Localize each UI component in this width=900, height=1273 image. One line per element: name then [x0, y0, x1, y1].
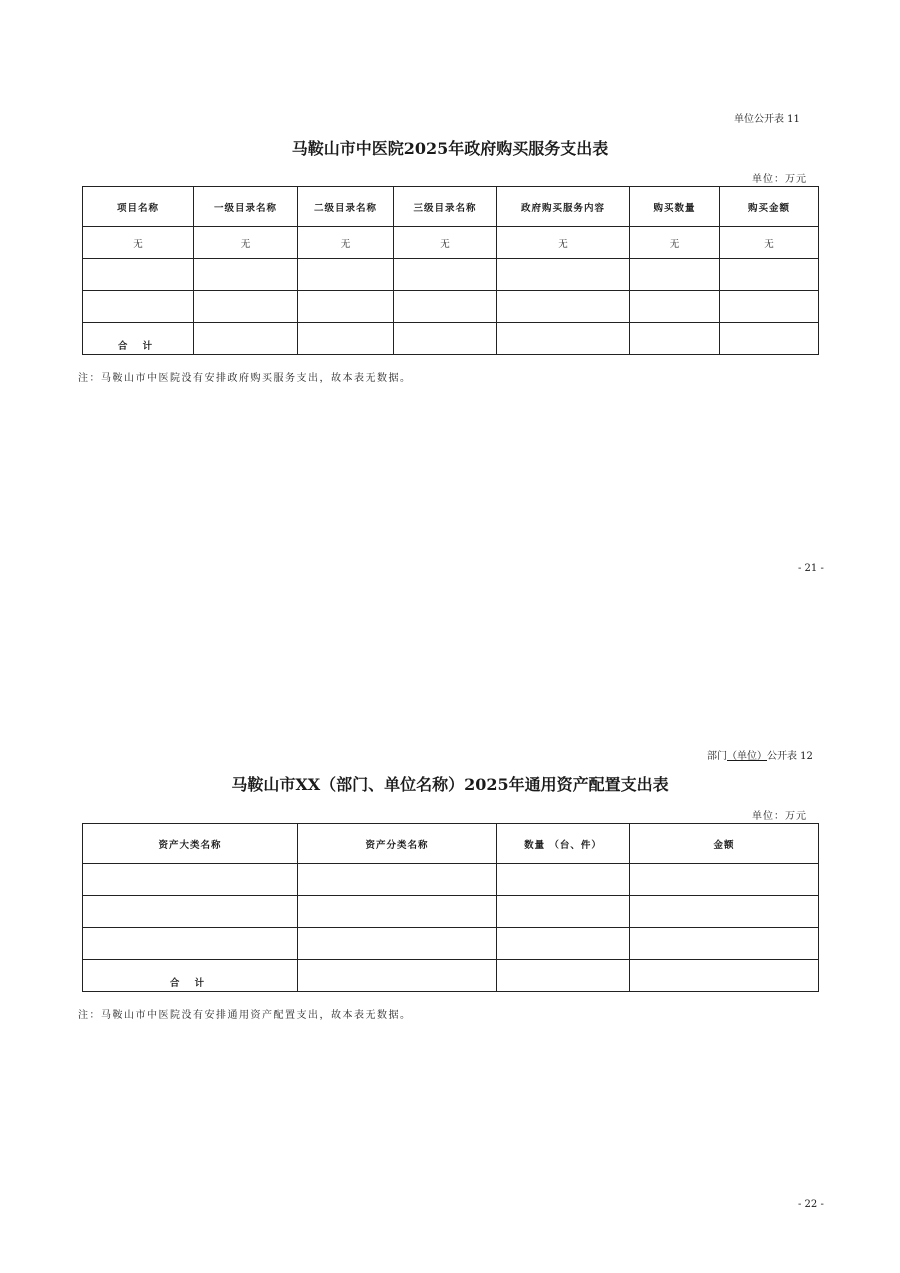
table-cell: 无: [83, 227, 194, 259]
table-cell: [720, 259, 819, 291]
table-row: [83, 259, 819, 291]
column-header: 资产分类名称: [298, 824, 497, 864]
table-cell: [630, 864, 819, 896]
total-row: [83, 960, 819, 992]
table-header-row: [83, 824, 819, 864]
total-label: 合 计: [83, 323, 194, 355]
purchase-services-table: [82, 186, 819, 355]
table-cell: [497, 960, 630, 992]
table-row: [83, 896, 819, 928]
page-number: - 22 -: [798, 1199, 824, 1210]
page-number: - 21 -: [798, 563, 824, 574]
table-cell: [298, 259, 394, 291]
table-cell: 无: [194, 227, 298, 259]
column-header: 三级目录名称: [394, 187, 497, 227]
table-cell: [83, 291, 194, 323]
column-header: 政府购买服务内容: [497, 187, 630, 227]
table-cell: [298, 896, 497, 928]
table-cell: [630, 896, 819, 928]
column-header: 资产大类名称: [83, 824, 298, 864]
table-cell: [298, 928, 497, 960]
form-tag-prefix: 部门: [707, 751, 727, 762]
column-header: 数量 （台、件）: [497, 824, 630, 864]
column-header: 购买数量: [630, 187, 720, 227]
table-cell: [298, 291, 394, 323]
table-cell: [497, 928, 630, 960]
table-cell: [720, 323, 819, 355]
table-cell: [394, 323, 497, 355]
column-header: 二级目录名称: [298, 187, 394, 227]
table-header-row: [83, 187, 819, 227]
table-note: 注：马鞍山市中医院没有安排政府购买服务支出，故本表无数据。: [78, 373, 412, 384]
column-header: 购买金额: [720, 187, 819, 227]
table-cell: [497, 864, 630, 896]
form-tag: 单位公开表 11: [734, 114, 800, 125]
column-header: 项目名称: [83, 187, 194, 227]
table-cell: [298, 864, 497, 896]
table-cell: [298, 323, 394, 355]
table-cell: [394, 259, 497, 291]
total-label: 合 计: [83, 960, 298, 992]
table-cell: [497, 323, 630, 355]
table-cell: [630, 960, 819, 992]
table-cell: [194, 291, 298, 323]
column-header: 一级目录名称: [194, 187, 298, 227]
table-cell: [194, 323, 298, 355]
page-title: 马鞍山市XX（部门、单位名称）2025年通用资产配置支出表: [231, 775, 669, 794]
form-tag: [707, 747, 813, 762]
table-row: [83, 928, 819, 960]
table-cell: [497, 291, 630, 323]
table-cell: [83, 928, 298, 960]
table-cell: [497, 259, 630, 291]
table-cell: 无: [394, 227, 497, 259]
table-cell: [194, 259, 298, 291]
table-cell: [497, 896, 630, 928]
table-cell: [720, 291, 819, 323]
unit-label: 单位：万元: [752, 174, 807, 185]
total-row: [83, 323, 819, 355]
column-header: 金额: [630, 824, 819, 864]
form-tag-suffix: 公开表 12: [767, 751, 813, 762]
table-cell: 无: [497, 227, 630, 259]
table-row: [83, 227, 819, 259]
table-cell: [83, 259, 194, 291]
table-row: [83, 864, 819, 896]
unit-label: 单位：万元: [752, 811, 807, 822]
table-cell: 无: [298, 227, 394, 259]
table-cell: [630, 291, 720, 323]
table-cell: [630, 928, 819, 960]
table-cell: [630, 323, 720, 355]
table-note: 注：马鞍山市中医院没有安排通用资产配置支出，故本表无数据。: [78, 1010, 412, 1021]
table-cell: 无: [630, 227, 720, 259]
form-tag-underlined: （单位）: [727, 751, 767, 762]
asset-allocation-table: [82, 823, 819, 992]
table-cell: [83, 864, 298, 896]
table-cell: [394, 291, 497, 323]
table-cell: [630, 259, 720, 291]
table-row: [83, 291, 819, 323]
page-title: 马鞍山市中医院2025年政府购买服务支出表: [291, 139, 609, 158]
table-cell: [298, 960, 497, 992]
table-cell: 无: [720, 227, 819, 259]
table-cell: [83, 896, 298, 928]
